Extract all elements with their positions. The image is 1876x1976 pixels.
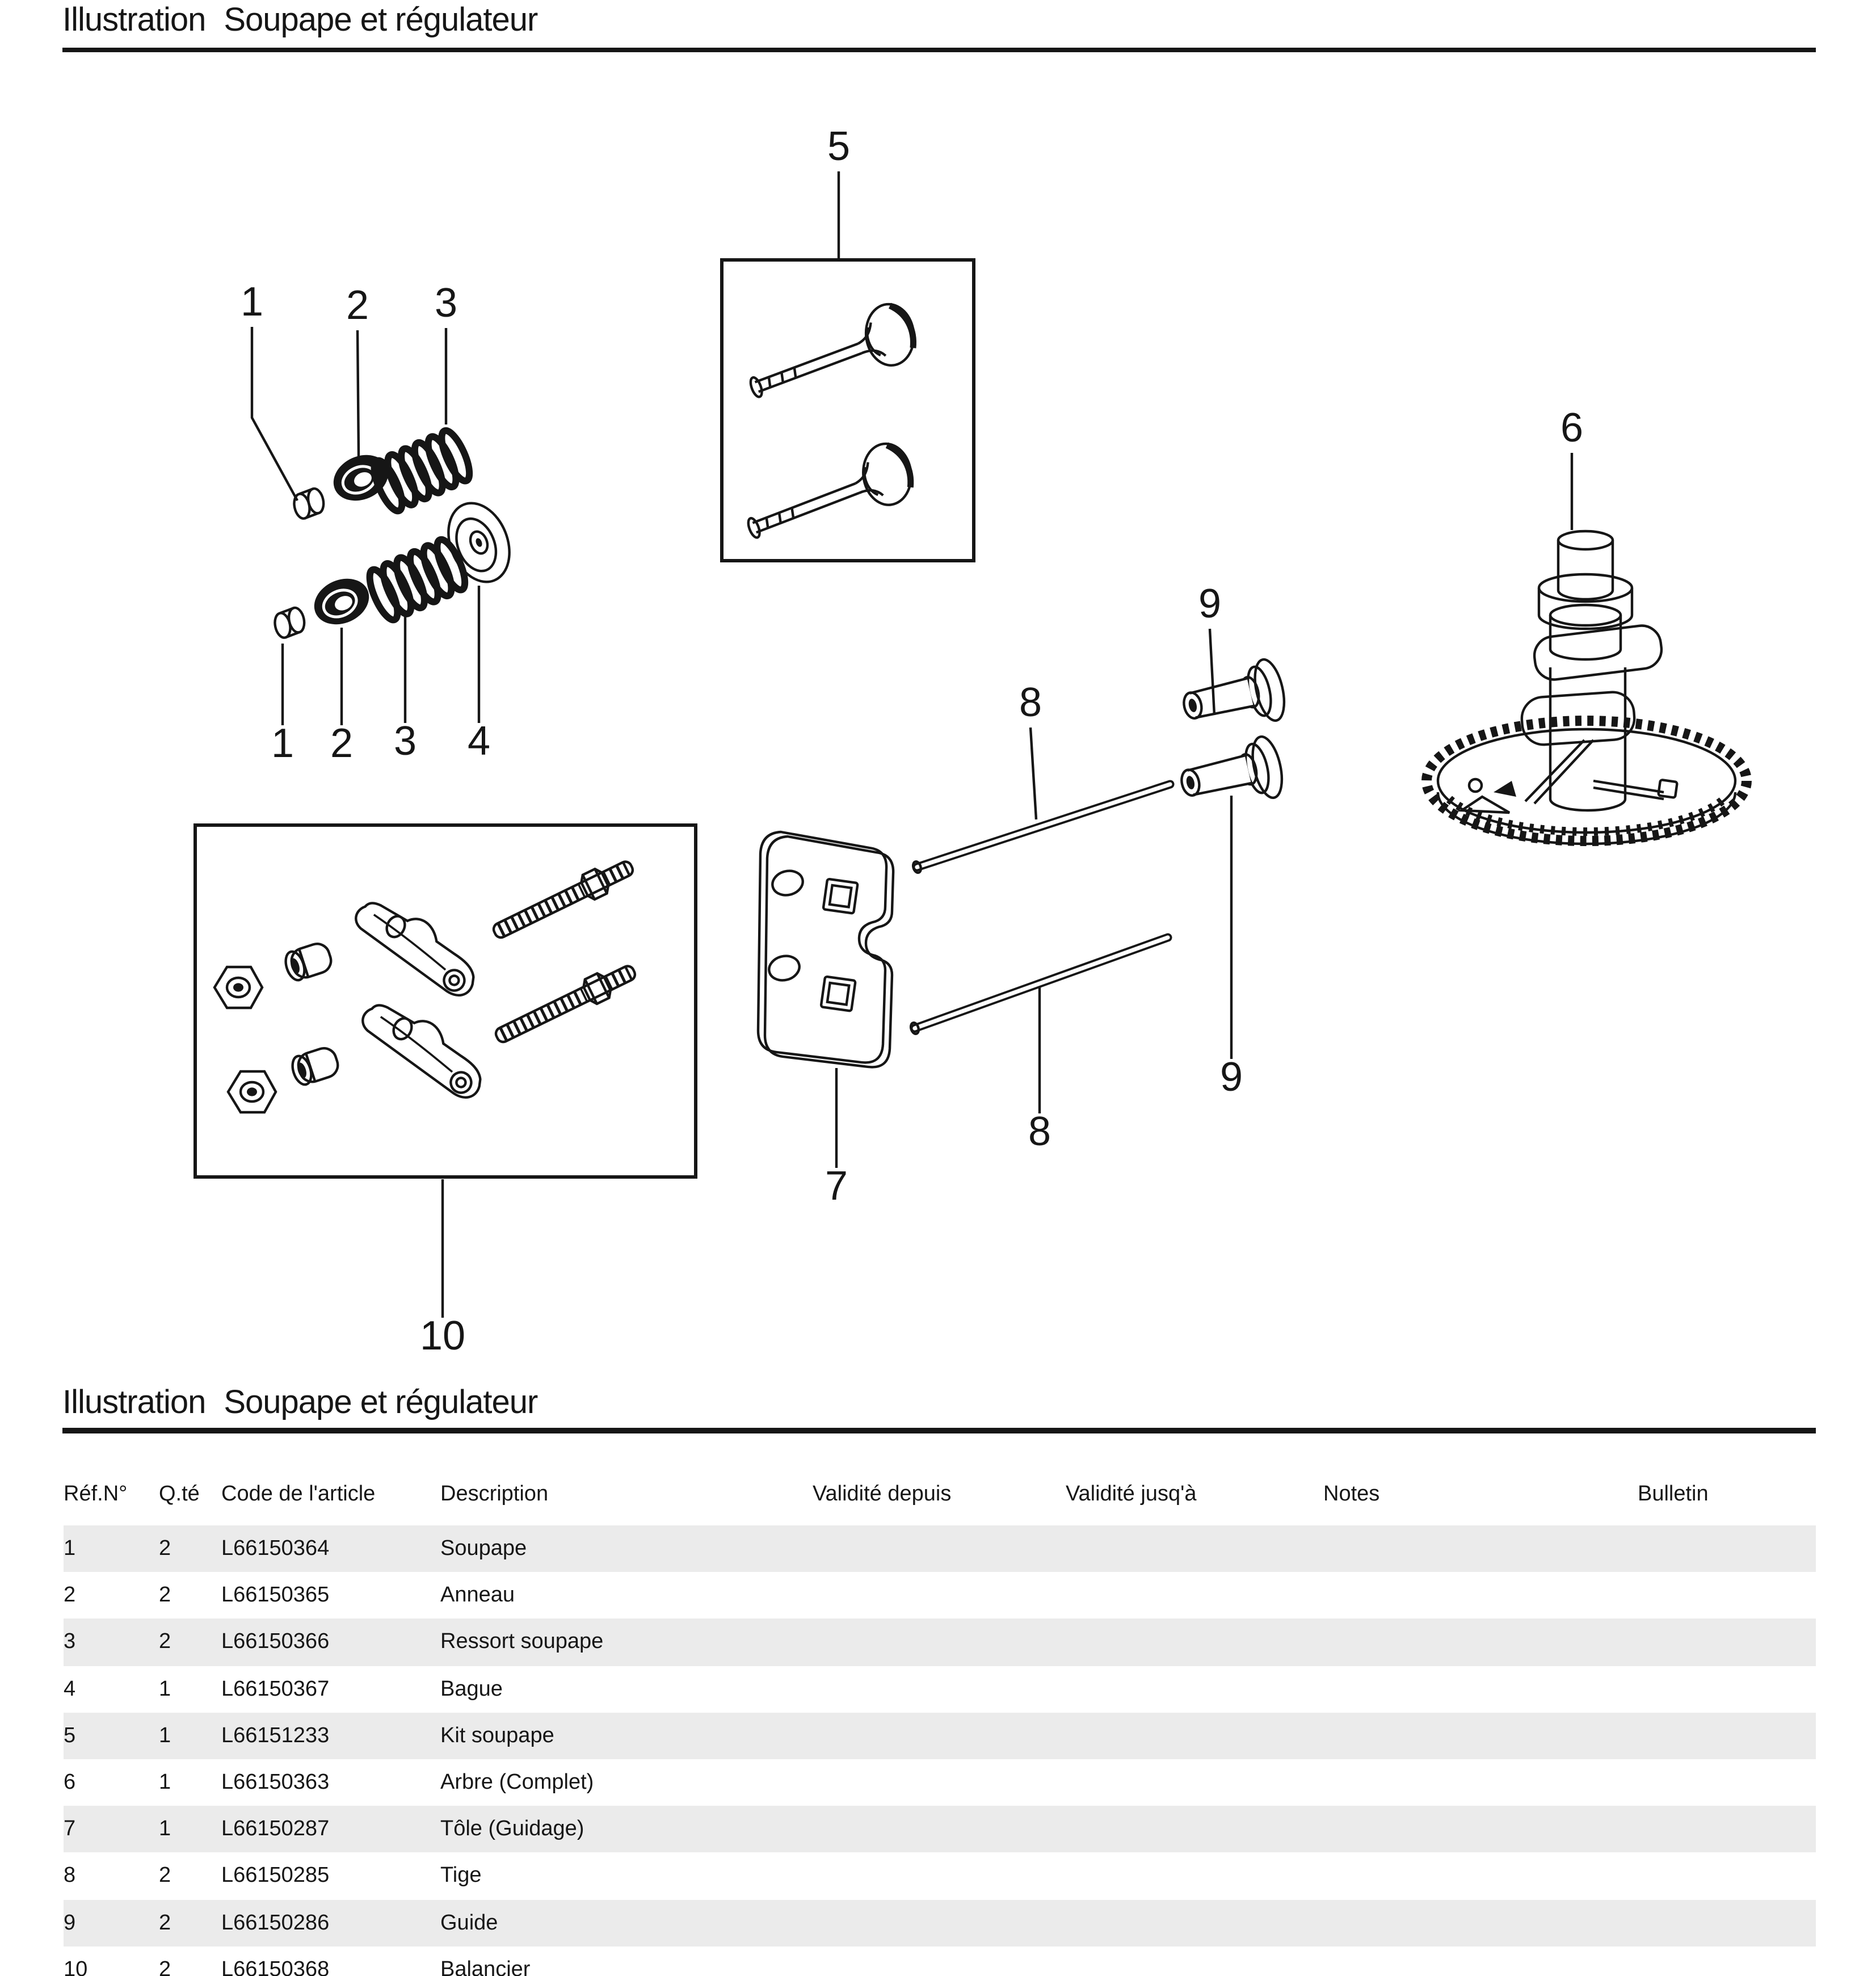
callout-1-bottom: 1 xyxy=(271,721,295,766)
table-row xyxy=(64,1853,1816,1899)
part-9-valve-guide-top xyxy=(1178,657,1289,740)
cell-qty: 2 xyxy=(159,1583,171,1608)
callout-9-bottom: 9 xyxy=(1219,1054,1243,1100)
table-row xyxy=(64,1666,1816,1712)
cell-ref: 10 xyxy=(64,1957,88,1976)
callout-7: 7 xyxy=(825,1163,848,1209)
callout-1-top: 1 xyxy=(240,279,264,325)
col-header-bulletin: Bulletin xyxy=(1638,1482,1709,1506)
cell-desc: Arbre (Complet) xyxy=(440,1771,594,1794)
callout-labels xyxy=(241,124,1583,1359)
page-title-table xyxy=(62,1385,537,1422)
table-header-row xyxy=(64,1475,1816,1514)
table-row xyxy=(64,1572,1816,1618)
cell-ref: 1 xyxy=(64,1537,76,1561)
valve-drawing-1 xyxy=(739,291,931,419)
table-row xyxy=(64,1946,1816,1976)
cell-qty: 1 xyxy=(159,1817,171,1842)
cell-code: L66150367 xyxy=(221,1677,330,1701)
cell-desc: Ressort soupape xyxy=(440,1630,604,1654)
cell-qty: 2 xyxy=(159,1864,171,1888)
rocker-arm-bottom xyxy=(351,995,495,1103)
cell-desc: Anneau xyxy=(440,1583,515,1608)
callout-9-top: 9 xyxy=(1198,581,1222,627)
col-header-description: Description xyxy=(440,1482,549,1506)
cell-code: L66150365 xyxy=(221,1583,330,1608)
part-8-push-rod-top xyxy=(912,784,1170,873)
hex-nut-bottom xyxy=(228,1071,276,1112)
cell-qty: 2 xyxy=(159,1957,171,1976)
callout-4: 4 xyxy=(467,718,491,764)
stud-bottom xyxy=(491,958,640,1050)
part-7-guide-plate xyxy=(758,832,893,1067)
col-header-validity-to: Validité jusq'à xyxy=(1066,1482,1197,1506)
page-title-top xyxy=(62,2,537,40)
valve-drawing-2 xyxy=(736,430,928,561)
cell-code: L66150286 xyxy=(221,1911,330,1935)
cell-code: L66150368 xyxy=(221,1957,330,1976)
cell-code: L66150364 xyxy=(221,1537,330,1561)
cell-desc: Balancier xyxy=(440,1957,531,1976)
cell-desc: Tôle (Guidage) xyxy=(440,1817,584,1842)
callout-5: 5 xyxy=(827,124,851,169)
col-header-ref: Réf.N° xyxy=(64,1482,128,1506)
part-1-collet-bottom xyxy=(272,606,307,639)
part-6-camshaft-gear xyxy=(1427,531,1747,844)
page-title-table-name: Soupape et régulateur xyxy=(224,1385,538,1421)
table-row xyxy=(64,1713,1816,1759)
col-header-notes: Notes xyxy=(1323,1482,1380,1506)
page-title-top-name: Soupape et régulateur xyxy=(224,2,538,39)
cell-code: L66150363 xyxy=(221,1771,330,1794)
callout-3-top: 3 xyxy=(434,280,458,326)
cell-code: L66151233 xyxy=(221,1723,330,1748)
part-3-valve-spring-bottom xyxy=(364,536,470,624)
table-row xyxy=(64,1899,1816,1946)
col-header-qty: Q.té xyxy=(159,1482,200,1506)
cell-desc: Guide xyxy=(440,1911,498,1935)
cell-ref: 4 xyxy=(64,1677,76,1701)
table-row xyxy=(64,1759,1816,1806)
cell-qty: 2 xyxy=(159,1911,171,1935)
title-rule-top xyxy=(62,48,1816,52)
cell-ref: 5 xyxy=(64,1723,76,1748)
cell-desc: Tige xyxy=(440,1864,482,1888)
callout-2-top: 2 xyxy=(346,283,369,328)
cell-qty: 1 xyxy=(159,1723,171,1748)
part-1-collet-top xyxy=(292,487,326,520)
hex-nut-top xyxy=(214,967,262,1008)
cell-ref: 2 xyxy=(64,1583,76,1608)
callout-6: 6 xyxy=(1560,405,1584,451)
cell-ref: 3 xyxy=(64,1630,76,1654)
cell-desc: Soupape xyxy=(440,1537,527,1561)
cell-qty: 2 xyxy=(159,1537,171,1561)
callout-10: 10 xyxy=(419,1313,466,1359)
table-row xyxy=(64,1806,1816,1852)
cell-code: L66150285 xyxy=(221,1864,330,1888)
page-title-table-prefix: Illustration xyxy=(62,1385,206,1421)
cell-ref: 6 xyxy=(64,1771,76,1794)
cell-desc: Kit soupape xyxy=(440,1723,554,1748)
part-2-ring-bottom xyxy=(307,570,376,633)
title-rule-table xyxy=(62,1428,1816,1433)
cell-qty: 1 xyxy=(159,1677,171,1701)
callout-8-bottom: 8 xyxy=(1028,1109,1051,1154)
cell-code: L66150287 xyxy=(221,1817,330,1842)
cell-ref: 9 xyxy=(64,1911,76,1935)
cap-nut-top xyxy=(283,940,334,982)
col-header-validity-from: Validité depuis xyxy=(813,1482,952,1506)
kit-5-valve-kit-box xyxy=(722,260,974,561)
cell-qty: 1 xyxy=(159,1771,171,1794)
table-row xyxy=(64,1619,1816,1666)
col-header-article-code: Code de l'article xyxy=(221,1482,376,1506)
cell-qty: 2 xyxy=(159,1630,171,1654)
kit-10-rocker-box xyxy=(195,825,696,1177)
callout-3-bottom: 3 xyxy=(393,718,417,764)
table-row xyxy=(64,1525,1816,1572)
page-title-top-prefix: Illustration xyxy=(62,2,206,39)
cell-ref: 8 xyxy=(64,1864,76,1888)
callout-2-bottom: 2 xyxy=(330,721,354,766)
cell-desc: Bague xyxy=(440,1677,503,1701)
rocker-arm-top xyxy=(344,893,489,1000)
cap-nut-bottom xyxy=(289,1045,341,1087)
cell-ref: 7 xyxy=(64,1817,76,1842)
callout-8-top: 8 xyxy=(1019,680,1042,725)
cell-code: L66150366 xyxy=(221,1630,330,1654)
stud-top xyxy=(489,854,637,945)
